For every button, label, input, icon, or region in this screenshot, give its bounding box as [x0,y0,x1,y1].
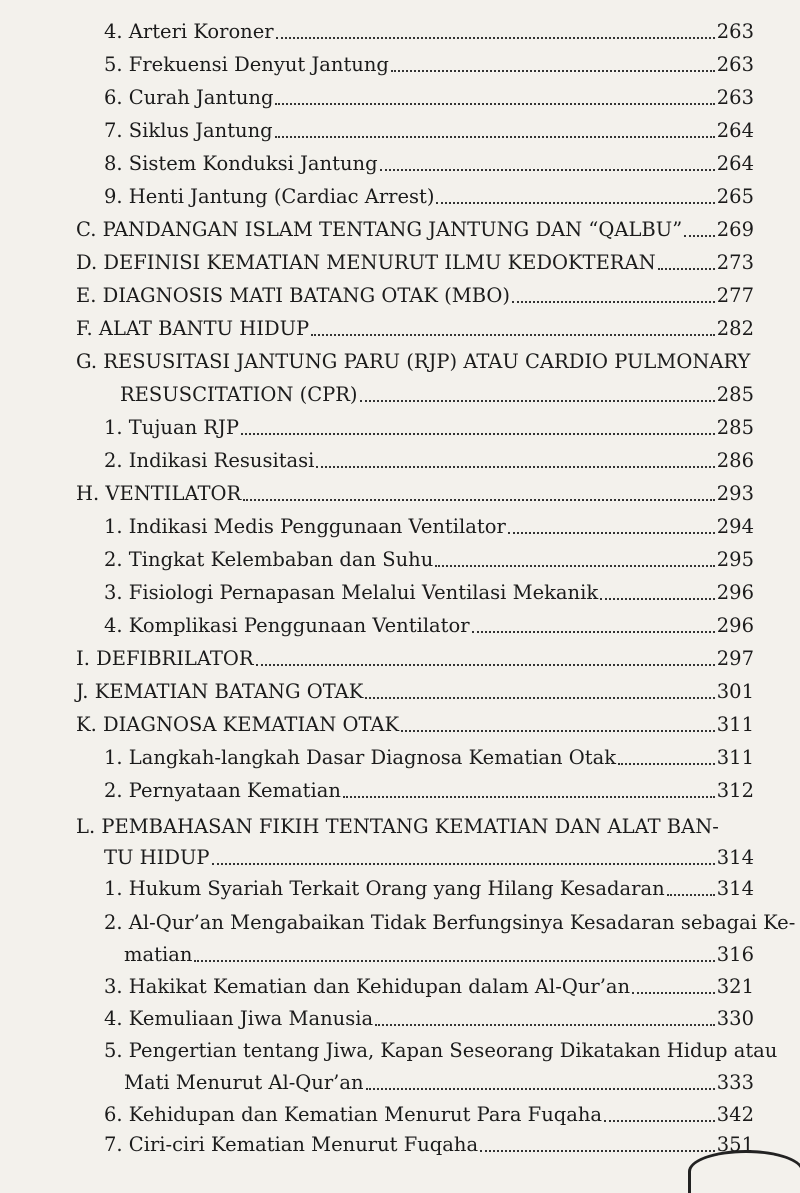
toc-label: L. PEMBAHASAN FIKIH TENTANG KEMATIAN DAN ALAT BAN- [76,815,719,838]
toc-page-number: 285 [716,416,754,439]
toc-label: F. ALAT BANTU HIDUP [76,317,310,340]
toc-entry [104,86,754,110]
toc-page-number: 264 [716,152,754,175]
toc-page-number: 330 [716,1007,754,1030]
toc-label: 2. Pernyataan Kematian [104,779,341,802]
toc-page-number: 264 [716,119,754,142]
toc-entry [104,449,754,473]
toc-page-number: 301 [716,680,754,703]
toc-page-number: 263 [716,86,754,109]
toc-page-number: 263 [716,53,754,76]
dot-leader [632,991,715,994]
toc-page-number: 333 [716,1071,754,1094]
toc-entry [104,1103,754,1127]
toc-label: TU HIDUP [104,846,210,869]
dot-leader [512,300,715,303]
toc-label: 8. Sistem Konduksi Jantung [104,152,378,175]
toc-entry [104,614,754,638]
dot-leader [311,333,715,336]
toc-entry [120,383,754,407]
dot-leader [618,762,715,765]
toc-page-number: 342 [716,1103,754,1126]
toc-page-number: 311 [716,713,754,736]
dot-leader [391,69,715,72]
dot-leader [380,168,715,171]
dot-leader [684,234,715,237]
toc-entry [104,911,796,935]
toc-page-number: 295 [716,548,754,571]
toc-label: G. RESUSITASI JANTUNG PARU (RJP) ATAU CARDIO PULMONARY [76,350,751,373]
dot-leader [366,1087,715,1090]
toc-label: 1. Indikasi Medis Penggunaan Ventilator [104,515,506,538]
toc-label: 1. Langkah-langkah Dasar Diagnosa Kematian Otak [104,746,617,769]
toc-entry [76,218,754,242]
toc-page-number: 314 [716,877,754,900]
dot-leader [241,432,715,435]
toc-page-number: 296 [716,581,754,604]
toc-entry [76,680,754,704]
toc-entry [76,647,754,671]
dot-leader [243,498,715,501]
toc-label: 7. Ciri-ciri Kematian Menurut Fuqaha [104,1133,479,1156]
toc-entry [76,482,754,506]
toc-entry [104,119,754,143]
toc-entry [76,317,754,341]
dot-leader [508,531,715,534]
toc-entry [104,779,754,803]
toc-entry [76,251,754,275]
toc-label: 6. Kehidupan dan Kematian Menurut Para Fuqaha [104,1103,603,1126]
toc-entry [76,350,754,374]
toc-entry [104,1007,754,1031]
toc-label: 4. Arteri Koroner [104,20,274,43]
dot-leader [600,597,715,600]
toc-label: 7. Siklus Jantung [104,119,273,142]
toc-entry [104,846,754,870]
toc-entry [104,548,754,572]
dot-leader [276,36,715,39]
dot-leader [316,465,714,468]
dot-leader [658,267,715,270]
toc-entry [104,975,754,999]
toc-entry [104,877,754,901]
dot-leader [256,663,715,666]
corner-ornament-icon [688,1150,800,1193]
toc-label: 3. Fisiologi Pernapasan Melalui Ventilasi Mekanik [104,581,599,604]
toc-label: 9. Henti Jantung (Cardiac Arrest) [104,185,435,208]
toc-page-number: 277 [716,284,754,307]
toc-entry [104,515,754,539]
toc-label: 5. Frekuensi Denyut Jantung [104,53,389,76]
dot-leader [667,893,715,896]
toc-label: 5. Pengertian tentang Jiwa, Kapan Seseorang Dikatakan Hidup atau [104,1039,778,1062]
toc-entry [76,815,754,839]
toc-page-number: 316 [716,943,754,966]
toc-entry [104,1039,778,1063]
toc-label: 6. Curah Jantung [104,86,274,109]
dot-leader [275,135,715,138]
toc-page-number: 351 [716,1133,754,1156]
toc-label: matian [124,943,193,966]
toc-label: K. DIAGNOSA KEMATIAN OTAK [76,713,400,736]
toc-page-number: 263 [716,20,754,43]
toc-entry [104,152,754,176]
toc-page-number: 285 [716,383,754,406]
toc-label: 2. Tingkat Kelembaban dan Suhu [104,548,434,571]
dot-leader [194,959,714,962]
toc-label: I. DEFIBRILATOR [76,647,254,670]
toc-entry [124,943,754,967]
toc-page-number: 273 [716,251,754,274]
toc-page-number: 269 [716,218,754,241]
toc-label: J. KEMATIAN BATANG OTAK [76,680,364,703]
toc-label: E. DIAGNOSIS MATI BATANG OTAK (MBO) [76,284,511,307]
toc-entry [104,20,754,44]
dot-leader [360,399,715,402]
toc-label: 4. Komplikasi Penggunaan Ventilator [104,614,470,637]
toc-page-number: 294 [716,515,754,538]
toc-entry [104,185,754,209]
toc-label: Mati Menurut Al-Qur’an [124,1071,364,1094]
toc-label: 1. Hukum Syariah Terkait Orang yang Hilang Kesadaran [104,877,665,900]
dot-leader [212,862,715,865]
toc-page-number: 286 [716,449,754,472]
dot-leader [480,1149,715,1152]
dot-leader [472,630,715,633]
toc-label: 4. Kemuliaan Jiwa Manusia [104,1007,374,1030]
dot-leader [401,729,715,732]
toc-page-number: 321 [716,975,754,998]
dot-leader [343,795,715,798]
toc-page-number: 312 [716,779,754,802]
toc-entry [124,1071,754,1095]
toc-entry [104,416,754,440]
toc-entry [104,53,754,77]
toc-entry [76,713,754,737]
dot-leader [365,696,714,699]
dot-leader [375,1023,715,1026]
toc-page-number: 293 [716,482,754,505]
toc-entry [104,1133,754,1157]
toc-page-number: 314 [716,846,754,869]
dot-leader [436,201,714,204]
toc-label: 1. Tujuan RJP [104,416,239,439]
toc-page-number: 282 [716,317,754,340]
toc-page-number: 296 [716,614,754,637]
toc-label: D. DEFINISI KEMATIAN MENURUT ILMU KEDOKTERAN [76,251,656,274]
toc-label: 2. Indikasi Resusitasi [104,449,315,472]
dot-leader [275,102,714,105]
toc-label: 2. Al-Qur’an Mengabaikan Tidak Berfungsinya Kesadaran sebagai Ke- [104,911,796,934]
toc-label: RESUSCITATION (CPR) [120,383,358,406]
toc-label: C. PANDANGAN ISLAM TENTANG JANTUNG DAN “QALBU” [76,218,683,241]
toc-entry [104,581,754,605]
toc-label: 3. Hakikat Kematian dan Kehidupan dalam Al-Qur’an [104,975,631,998]
toc-entry [76,284,754,308]
toc-page-number: 297 [716,647,754,670]
toc-page-number: 265 [716,185,754,208]
toc-entry [104,746,754,770]
toc-page-number: 311 [716,746,754,769]
dot-leader [435,564,714,567]
toc-label: H. VENTILATOR [76,482,242,505]
dot-leader [604,1119,715,1122]
